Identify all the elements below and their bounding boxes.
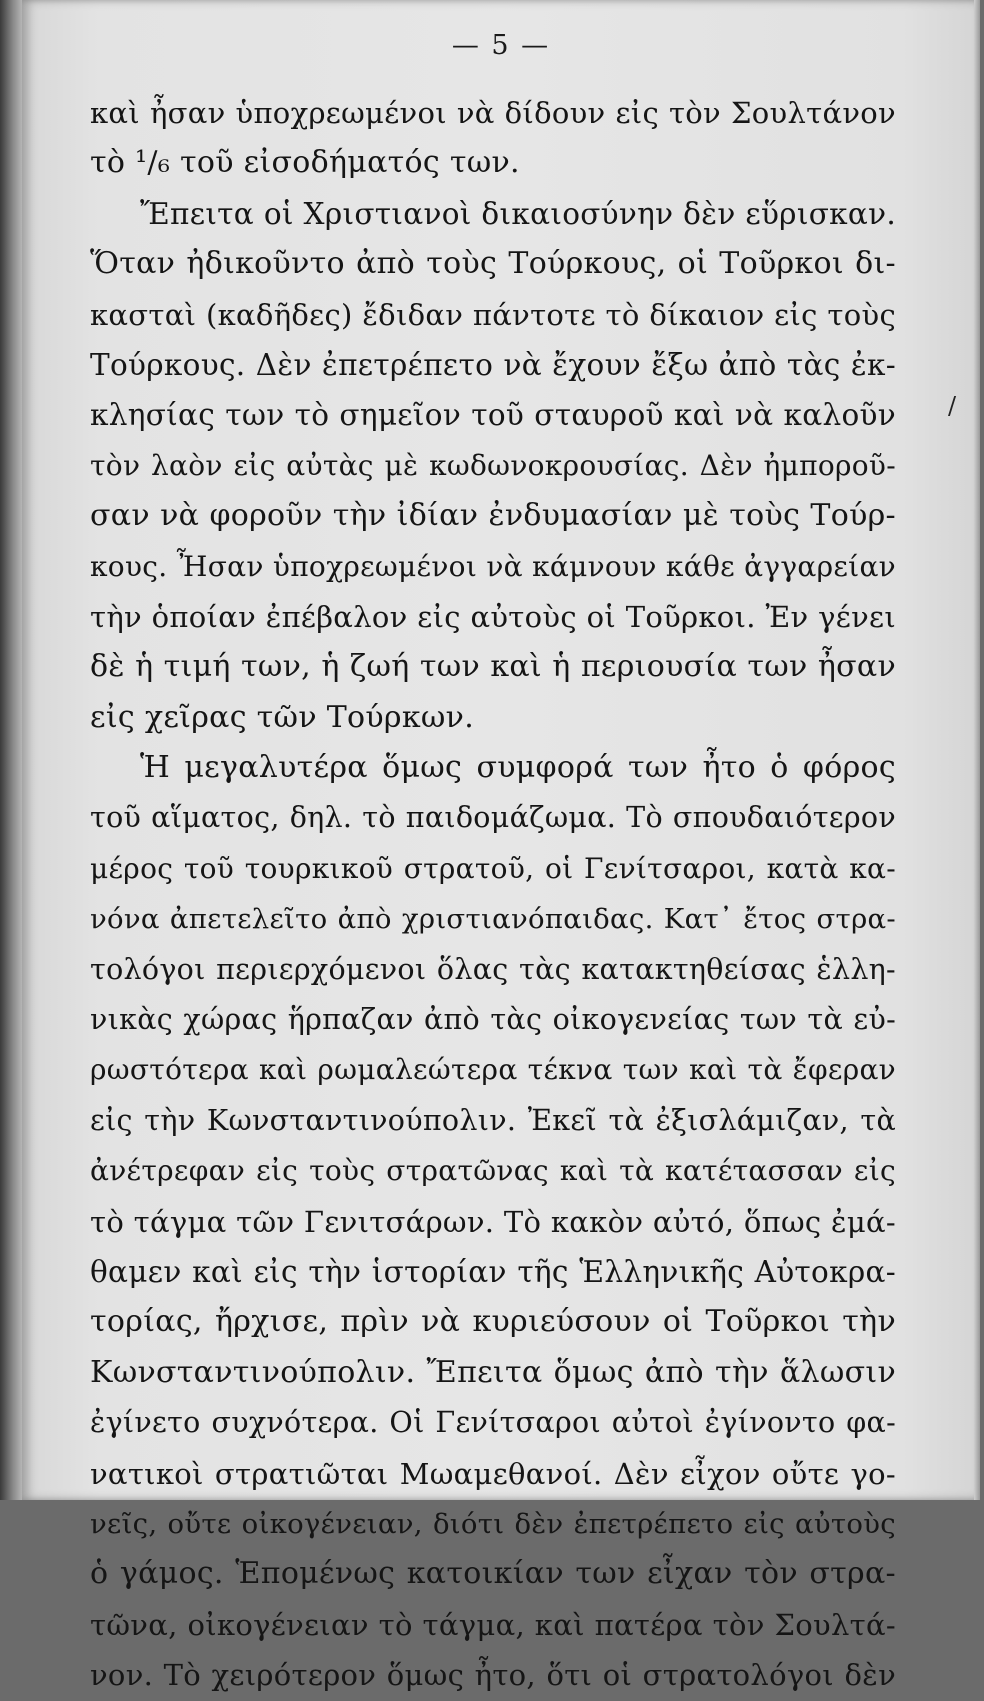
text-line: τορίας, ἤρχισε, πρὶν νὰ κυριεύσουν οἱ Τοῦρκοι τὴν <box>90 1304 896 1340</box>
text-line: εἰς χεῖρας τῶν Τούρκων. <box>90 699 475 735</box>
text-line: νατικοὶ στρατιῶται Μωαμεθανοί. Δὲν εἶχον οὔτε γο- <box>90 1456 896 1491</box>
text-line: σαν νὰ φοροῦν τὴν ἰδίαν ἐνδυμασίαν μὲ τοὺς Τούρ- <box>90 498 896 534</box>
text-line: ρωστότερα καὶ ρωμαλεώτερα τέκνα των καὶ τὰ ἔφεραν <box>90 1053 896 1087</box>
page-number: — 5 — <box>451 30 551 61</box>
text-line: νικὰς χώρας ἥρπαζαν ἀπὸ τὰς οἰκογενείας των τὰ εὐ- <box>90 1003 896 1037</box>
text-line: νόνα ἀπετελεῖτο ἀπὸ χριστιανόπαιδας. Κατ᾽ ἔτος στρα- <box>90 903 896 936</box>
text-line: Κωνσταντινούπολιν. Ἔπειτα ὅμως ἀπὸ τὴν ἅλωσιν <box>90 1354 896 1390</box>
text-line: τὸν λαὸν εἰς αὐτὰς μὲ κωδωνοκρουσίας. Δὲν ἠμποροῦ- <box>90 448 896 482</box>
text-line: Ἔπειτα οἱ Χριστιανοὶ δικαιοσύνην δὲν εὕρισκαν. <box>140 196 896 231</box>
text-line: τὴν ὁποίαν ἐπέβαλον εἰς αὐτοὺς οἱ Τοῦρκοι. Ἐν γένει <box>90 599 896 634</box>
text-line: Ἡ μεγαλυτέρα ὅμως συμφορά των ἦτο ὁ φόρος <box>140 750 896 786</box>
text-line: τῶνα, οἰκογένειαν τὸ τάγμα, καὶ πατέρα τὸν Σουλτά- <box>90 1607 896 1642</box>
text-line: κασταὶ (καδῆδες) ἔδιδαν πάντοτε τὸ δίκαιον εἰς τοὺς <box>90 297 896 332</box>
text-line: κλησίας των τὸ σημεῖον τοῦ σταυροῦ καὶ νὰ καλοῦν <box>90 398 896 433</box>
text-line: ὁ γάμος. Ἑπομένως κατοικίαν των εἶχαν τὸν στρα- <box>90 1556 896 1592</box>
text-line: ἐγίνετο συχνότερα. Οἱ Γενίτσαροι αὐτοὶ ἐγίνοντο φα- <box>90 1406 896 1440</box>
text-line: ἀνέτρεφαν εἰς τοὺς στρατῶνας καὶ τὰ κατέτασσαν εἰς <box>90 1154 896 1188</box>
text-line: καὶ ἦσαν ὑποχρεωμένοι νὰ δίδουν εἰς τὸν Σουλτάνον <box>90 96 896 130</box>
text-line: εἰς τὴν Κωνσταντινούπολιν. Ἐκεῖ τὰ ἐξισλάμιζαν, τὰ <box>90 1103 896 1137</box>
text-line: θαμεν καὶ εἰς τὴν ἱστορίαν τῆς Ἑλληνικῆς Αὐτοκρα- <box>90 1254 896 1289</box>
text-line: Τούρκους. Δὲν ἐπετρέπετο νὰ ἔχουν ἔξω ἀπὸ τὰς ἐκ- <box>90 347 896 382</box>
body-text <box>90 88 896 1701</box>
margin-mark: / <box>948 392 957 420</box>
text-line: Ὅταν ἠδικοῦντο ἀπὸ τοὺς Τούρκους, οἱ Τοῦρκοι δι- <box>90 246 896 282</box>
text-line: νεῖς, οὔτε οἰκογένειαν, διότι δὲν ἐπετρέπετο εἰς αὐτοὺς <box>90 1507 896 1540</box>
page-edge <box>974 0 980 1500</box>
text-line: τὸ ¹/₆ τοῦ εἰσοδήματός των. <box>90 145 520 181</box>
text-line: τοῦ αἵματος, δηλ. τὸ παιδομάζωμα. Τὸ σπουδαιότερον <box>90 801 896 835</box>
text-line: τὸ τάγμα τῶν Γενιτσάρων. Τὸ κακὸν αὐτό, ὅπως ἐμά- <box>90 1204 896 1239</box>
text-line: τολόγοι περιερχόμενοι ὅλας τὰς κατακτηθείσας ἑλλη- <box>90 952 896 986</box>
book-spine-shadow <box>0 0 22 1500</box>
text-line: κους. Ἦσαν ὑποχρεωμένοι νὰ κάμνουν κάθε ἀγγαρείαν <box>90 549 896 583</box>
text-line: μέρος τοῦ τουρκικοῦ στρατοῦ, οἱ Γενίτσαροι, κατὰ κα- <box>90 851 896 885</box>
book-page <box>22 0 980 1693</box>
text-line: νον. Τὸ χειρότερον ὅμως ἦτο, ὅτι οἱ στρατολόγοι δὲν <box>90 1658 896 1693</box>
text-line: δὲ ἡ τιμή των, ἡ ζωή των καὶ ἡ περιουσία των ἦσαν <box>90 649 896 685</box>
